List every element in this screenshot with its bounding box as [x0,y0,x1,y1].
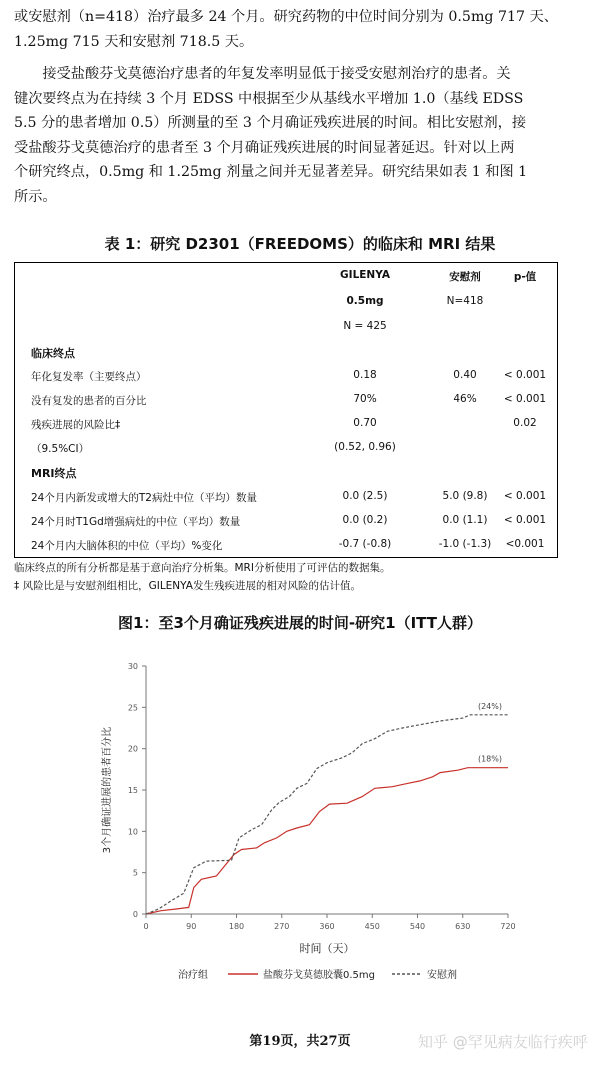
table-row [15,514,557,534]
cell-p-value: < 0.001 [503,514,547,526]
progression-chart [0,650,600,990]
page-number: 第19页，共27页 [249,1034,351,1049]
cell-placebo: 5.0 (9.8) [442,490,488,502]
header-placebo-name: 安慰剂 [449,271,481,283]
y-axis-label: 3个月确证进展的患者百分比 [102,726,113,854]
paragraph-intro [14,5,588,54]
x-tick-label: 720 [500,922,516,931]
figure-title: 图1：至3个月确证残疾进展的时间-研究1（ITT人群） [118,614,482,632]
paragraph-line: 键次要终点为在持续 3 个月 EDSS 中根据至少从基线水平增加 1.0（基线 EDSS [14,90,524,107]
x-tick-label: 540 [409,922,426,931]
cell-p-value: < 0.001 [503,369,547,381]
y-tick-label: 20 [127,744,138,754]
table-row [15,393,557,413]
row-label: 残疾进展的风险比‡ [31,419,121,431]
cell-gilenya: 0.70 [353,417,377,429]
y-tick-label: 25 [127,703,138,713]
paragraph-line: 所示。 [14,188,57,205]
header-gilenya-n: N = 425 [343,320,387,332]
cell-placebo: -1.0 (-1.3) [438,538,492,550]
legend-title: 治疗组 [178,970,208,981]
section-clinical: 临床终点 [31,347,75,360]
x-tick-label: 270 [274,922,290,931]
y-tick-label: 0 [132,910,138,919]
table-title: 表 1：研究 D2301（FREEDOMS）的临床和 MRI 结果 [104,235,496,253]
cell-p-value: 0.02 [513,417,537,429]
paragraph-line: 5.5 分的患者增加 0.5）所测量的至 3 个月确证残疾进展的时间。相比安慰剂，接 [14,115,527,131]
cell-placebo: 0.0 (1.1) [442,514,488,526]
y-tick-label: 15 [127,786,138,795]
series-line-placebo [146,715,508,914]
cell-gilenya: (0.52, 0.96) [334,441,396,453]
cell-placebo: 0.40 [453,369,477,381]
row-label: 24个月时T1Gd增强病灶的中位（平均）数量 [31,516,241,528]
row-label: 年化复发率（主要终点） [31,371,147,383]
series-line-fingolimod [146,768,508,914]
results-table [14,262,558,558]
y-tick-label: 30 [127,662,138,671]
x-tick-label: 180 [228,922,245,931]
header-p-value: p-值 [513,271,537,283]
row-label: （9.5%CI） [31,443,90,455]
series-end-label: (24%) [477,701,502,711]
table-row [15,490,557,510]
table-footnote-analysis: 临床终点的所有分析都是基于意向治疗分析集。MRI分析使用了可评估的数据集。 [14,562,391,574]
row-label: 24个月内新发或增大的T2病灶中位（平均）数量 [31,492,257,504]
y-tick-label: 10 [127,827,138,837]
legend-label-placebo: 安慰剂 [427,970,457,981]
table-row [15,369,557,389]
table-footnote-hazard: ‡ 风险比是与安慰剂组相比，GILENYA发生残疾进展的相对风险的估计值。 [14,580,361,592]
x-axis-label: 时间（天） [299,942,355,955]
header-placebo-n: N=418 [446,295,484,307]
paragraph-line: 个研究终点，0.5mg 和 1.25mg 剂量之间并无显著差异。研究结果如表 1 和图 1 [14,164,528,180]
section-mri: MRI终点 [31,467,77,480]
x-tick-label: 360 [319,922,335,931]
paragraph-line: 接受盐酸芬戈莫德治疗患者的年复发率明显低于接受安慰剂治疗的患者。关 [14,66,511,82]
cell-p-value: <0.001 [505,538,545,550]
cell-p-value: < 0.001 [503,490,547,502]
paragraph-line: 或安慰剂（n=418）治疗最多 24 个月。研究药物的中位时间分别为 0.5mg 717 天、 [14,9,558,25]
table-row [15,417,557,437]
cell-gilenya: 70% [353,393,377,405]
x-tick-label: 0 [143,922,149,931]
paragraph-results [14,62,588,209]
cell-placebo: 46% [453,393,477,405]
header-gilenya-dose: 0.5mg [346,295,384,307]
table-row [15,538,557,558]
paragraph-line: 受盐酸芬戈莫德治疗的患者至 3 个月确证残疾进展的时间显著延迟。针对以上两 [14,139,515,156]
row-label: 24个月内大脑体积的中位（平均）%变化 [31,540,223,552]
cell-gilenya: 0.18 [353,369,377,381]
y-tick-label: 5 [132,868,138,878]
watermark: 知乎 @罕见病友临行疾呼 [418,1033,588,1051]
paragraph-line: 1.25mg 715 天和安慰剂 718.5 天。 [14,33,254,50]
cell-gilenya: 0.0 (0.2) [342,514,388,526]
cell-gilenya: -0.7 (-0.8) [338,538,392,550]
x-tick-label: 450 [364,922,380,931]
x-tick-label: 630 [455,922,471,931]
cell-p-value: < 0.001 [503,393,547,405]
header-gilenya-name: GILENYA [340,269,390,281]
legend-label-fingolimod: 盐酸芬戈莫德胶囊0.5mg [263,970,375,981]
series-end-label: (18%) [477,754,502,764]
cell-gilenya: 0.0 (2.5) [342,490,388,502]
x-tick-label: 90 [186,922,197,931]
row-label: 没有复发的患者的百分比 [31,395,147,407]
table-row [15,441,557,461]
